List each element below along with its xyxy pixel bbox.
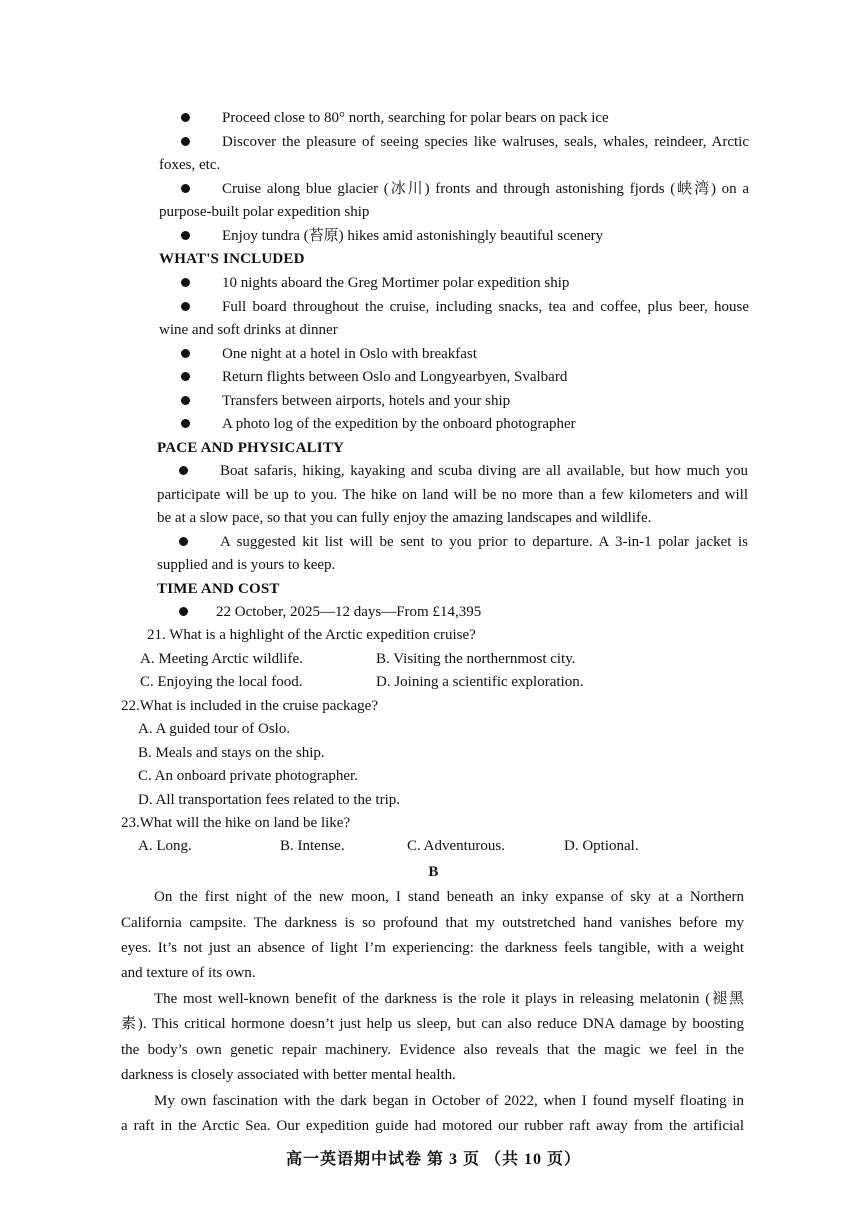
bullet-dot: [181, 302, 190, 311]
pace-item-1: Boat safaris, hiking, kayaking and scuba diving are all available, but how much you: [220, 463, 748, 479]
question-23-stem: 23.What will the hike on land be like?: [121, 815, 351, 831]
q22-option-a: A. A guided tour of Oslo.: [138, 721, 291, 737]
bullet-dot: [181, 137, 190, 146]
pace-item-1-cont: participate will be up to you. The hike on land will be no more than a few kilometers and will: [157, 487, 748, 503]
included-item-2-cont: wine and soft drinks at dinner: [159, 322, 338, 338]
section-b-label: B: [428, 864, 439, 880]
passage-b-line: On the first night of the new moon, I stand beneath an inky expanse of sky at a Northern: [154, 889, 744, 905]
q21-option-b: B. Visiting the northernmost city.: [376, 651, 576, 667]
question-22-stem: 22.What is included in the cruise package?: [121, 698, 378, 714]
bullet-dot: [179, 607, 188, 616]
bullet-dot: [181, 113, 190, 122]
bullet-dot: [181, 396, 190, 405]
included-item-6: A photo log of the expedition by the onboard photographer: [222, 416, 576, 432]
passage-b-line: California campsite. The darkness is so profound that my outstretched hand vanishes before my: [121, 915, 744, 931]
q23-option-a: A. Long.: [138, 838, 192, 854]
passage-b-line: and texture of its own.: [121, 965, 256, 981]
passage-b-line: The most well-known benefit of the darkness is the role it plays in releasing melatonin (褪黑: [154, 991, 744, 1007]
pace-item-2: A suggested kit list will be sent to you prior to departure. A 3-in-1 polar jacket is: [220, 534, 748, 550]
included-item-1: 10 nights aboard the Greg Mortimer polar expedition ship: [222, 275, 570, 291]
q22-option-d: D. All transportation fees related to the trip.: [138, 792, 401, 808]
q23-option-b: B. Intense.: [280, 838, 345, 854]
section-heading-included: WHAT'S INCLUDED: [159, 251, 305, 267]
q21-option-d: D. Joining a scientific exploration.: [376, 674, 584, 690]
question-21-stem: 21. What is a highlight of the Arctic expedition cruise?: [147, 627, 476, 643]
bullet-dot: [181, 349, 190, 358]
q22-option-b: B. Meals and stays on the ship.: [138, 745, 325, 761]
highlight-item-1: Proceed close to 80° north, searching for polar bears on pack ice: [222, 110, 609, 126]
passage-b-line: eyes. It’s not just an absence of light I’m experiencing: the darkness feels tangible, with a weight: [121, 940, 744, 956]
highlight-item-4: Enjoy tundra (苔原) hikes amid astonishingly beautiful scenery: [222, 228, 604, 244]
passage-b-line: a raft in the Arctic Sea. Our expedition guide had motored our rubber raft away from the artificial: [121, 1118, 744, 1134]
bullet-dot: [179, 466, 188, 475]
bullet-dot: [179, 537, 188, 546]
passage-b-line: My own fascination with the dark began in October of 2022, when I found myself floating in: [154, 1093, 744, 1109]
highlight-item-3: Cruise along blue glacier (冰川) fronts and through astonishing fjords (峡湾) on a: [222, 181, 749, 197]
included-item-5: Transfers between airports, hotels and your ship: [222, 393, 511, 409]
bullet-dot: [181, 419, 190, 428]
page-footer: 高一英语期中试卷 第 3 页 （共 10 页）: [285, 1151, 581, 1168]
included-item-2: Full board throughout the cruise, including snacks, tea and coffee, plus beer, house: [222, 299, 749, 315]
q23-option-d: D. Optional.: [564, 838, 639, 854]
bullet-dot: [181, 231, 190, 240]
passage-b-line: the body’s own genetic repair machinery. Evidence also reveals that the magic we feel in the: [121, 1042, 744, 1058]
highlight-item-2: Discover the pleasure of seeing species like walruses, seals, whales, reindeer, Arctic: [222, 134, 749, 150]
section-heading-time-cost: TIME AND COST: [157, 581, 280, 597]
time-cost-item-1: 22 October, 2025—12 days—From £14,395: [216, 604, 482, 620]
included-item-4: Return flights between Oslo and Longyearbyen, Svalbard: [222, 369, 568, 385]
passage-b-line: darkness is closely associated with better mental health.: [121, 1067, 456, 1083]
included-item-3: One night at a hotel in Oslo with breakfast: [222, 346, 477, 362]
highlight-item-3-cont: purpose-built polar expedition ship: [159, 204, 370, 220]
q21-option-a: A. Meeting Arctic wildlife.: [140, 651, 303, 667]
section-heading-pace: PACE AND PHYSICALITY: [157, 440, 345, 456]
highlight-item-2-cont: foxes, etc.: [159, 157, 221, 173]
bullet-dot: [181, 372, 190, 381]
q21-option-c: C. Enjoying the local food.: [140, 674, 303, 690]
q23-option-c: C. Adventurous.: [407, 838, 505, 854]
passage-b-line: 素). This critical hormone doesn’t just help us sleep, but can also reduce DNA damage by boosting: [121, 1016, 744, 1032]
pace-item-1-cont: be at a slow pace, so that you can fully enjoy the amazing landscapes and wildlife.: [157, 510, 652, 526]
q22-option-c: C. An onboard private photographer.: [138, 768, 358, 784]
bullet-dot: [181, 184, 190, 193]
bullet-dot: [181, 278, 190, 287]
pace-item-2-cont: supplied and is yours to keep.: [157, 557, 336, 573]
